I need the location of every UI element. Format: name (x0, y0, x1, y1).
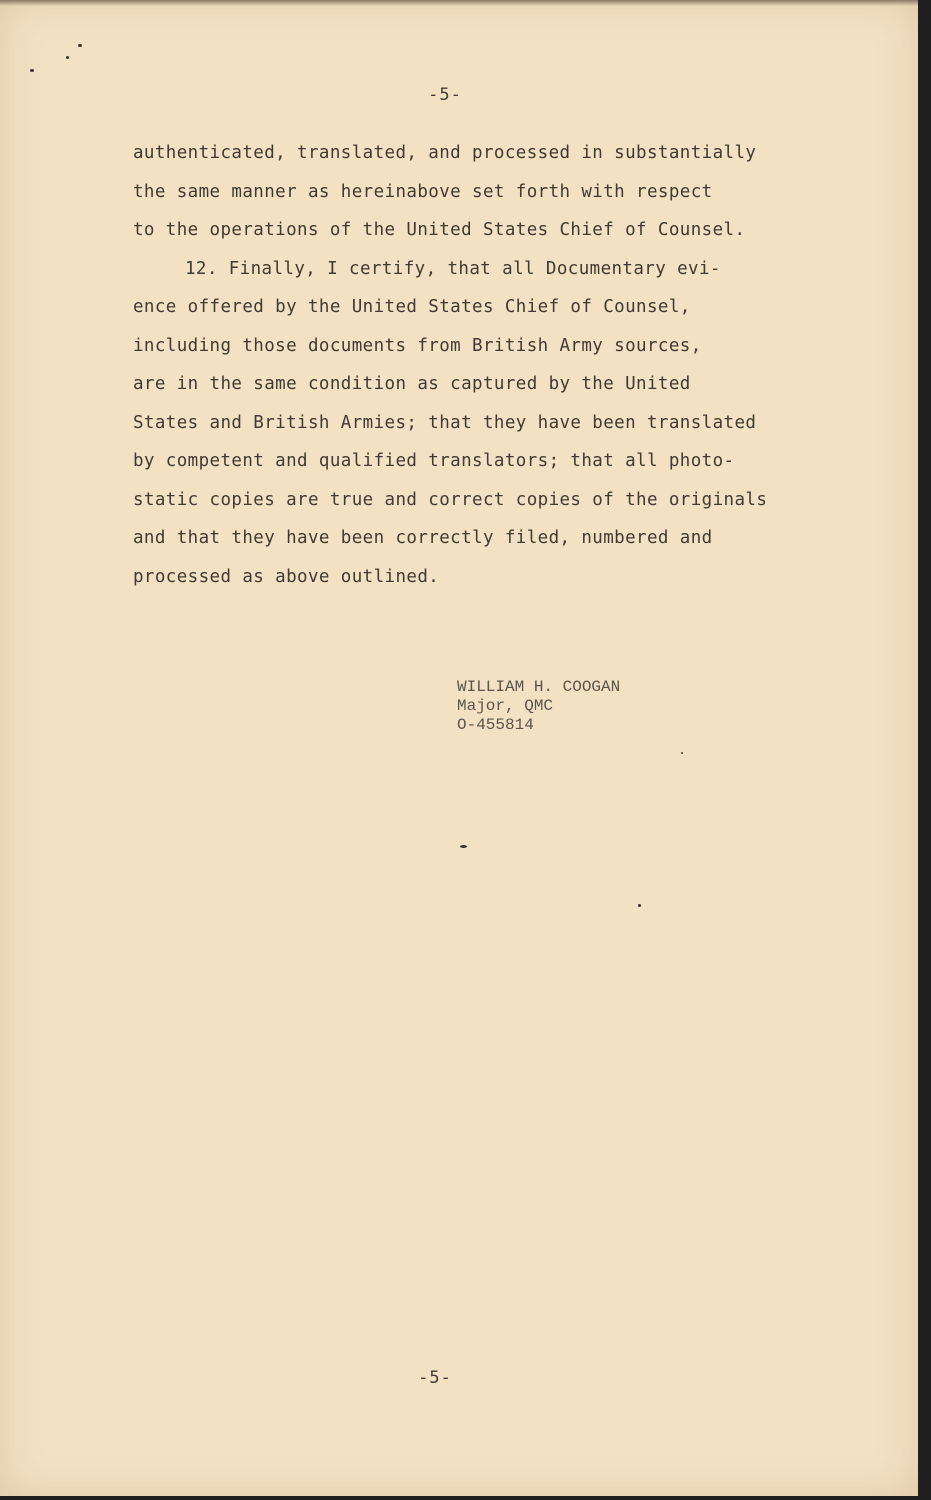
signatory-rank: Major, QMC (457, 697, 554, 715)
page-number-bottom: -5- (418, 1368, 452, 1388)
ink-speck (638, 904, 641, 907)
ink-speck (78, 44, 82, 47)
ink-speck (30, 69, 34, 72)
body-line: including those documents from British Army sources, (133, 335, 702, 356)
body-line: are in the same condition as captured by the United (133, 374, 691, 394)
body-line: ence offered by the United States Chief of Counsel, (133, 297, 691, 317)
ink-speck (681, 752, 683, 754)
body-line: to the operations of the United States Chief of Counsel. (133, 220, 746, 240)
paragraph-12-start: 12. Finally, I certify, that all Documentary evi- (185, 258, 721, 279)
ink-speck (66, 56, 69, 59)
body-line: authenticated, translated, and processed in substantially (133, 143, 757, 163)
top-edge-shadow (0, 0, 918, 6)
body-text (133, 139, 833, 601)
signature-block (457, 678, 620, 735)
body-line: States and British Armies; that they have been translated (133, 412, 757, 433)
body-line: the same manner as hereinabove set forth with respect (133, 181, 713, 202)
body-line: by competent and qualified translators; that all photo- (133, 451, 735, 471)
signatory-name: WILLIAM H. COOGAN (457, 678, 621, 696)
body-line: processed as above outlined. (133, 566, 440, 587)
body-line: static copies are true and correct copies of the originals (133, 489, 768, 510)
page-number-top: -5- (428, 85, 462, 105)
ink-speck (460, 845, 467, 848)
signatory-serial: O-455814 (457, 716, 534, 734)
body-line: and that they have been correctly filed, numbered and (133, 528, 713, 548)
